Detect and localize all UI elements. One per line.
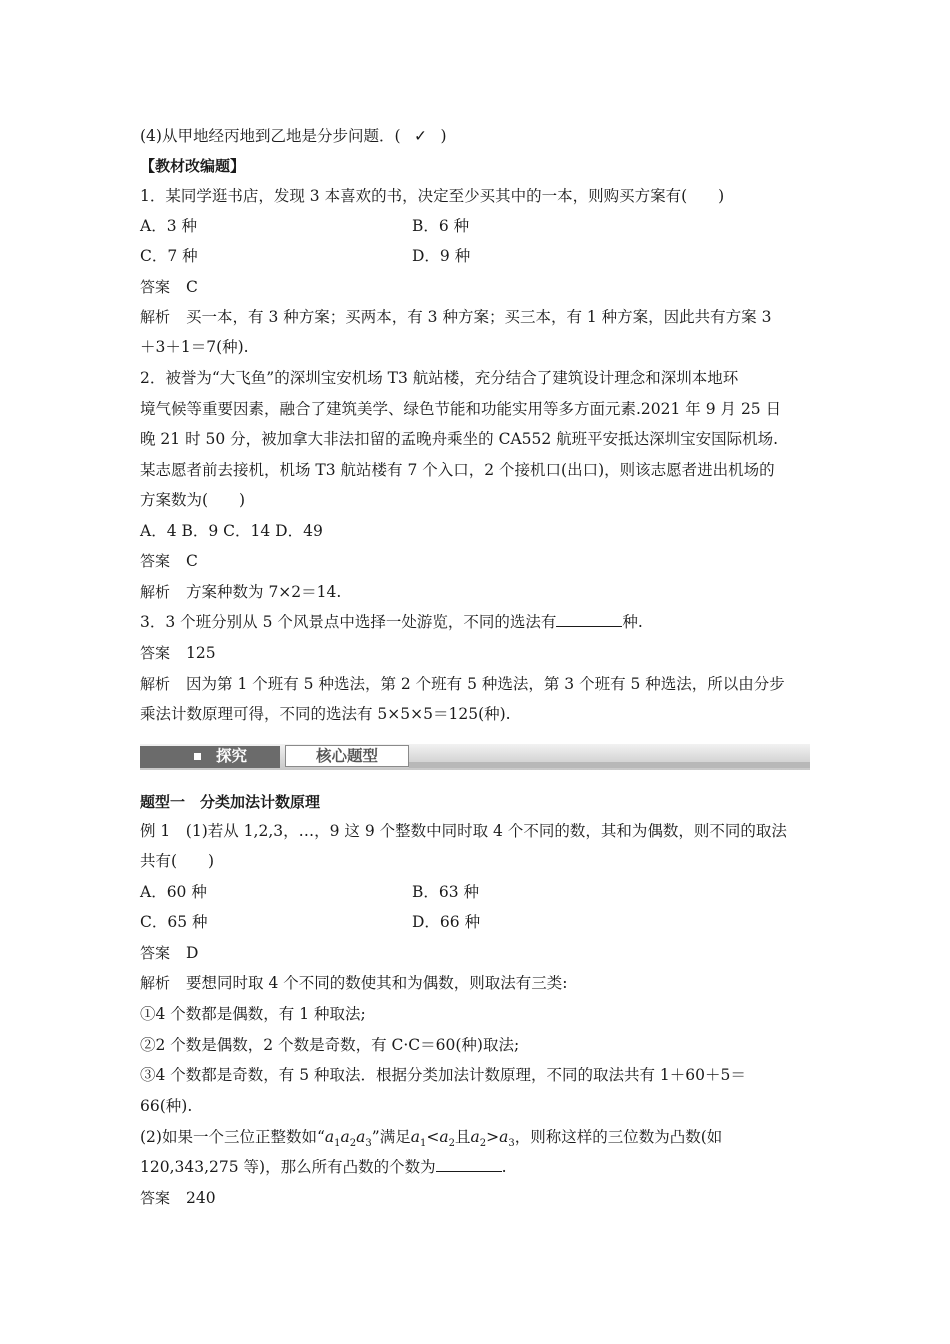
example-1-part-2-line-1 (140, 1126, 810, 1155)
question-1-analysis-cont: ＋3＋1＝7(种). (140, 338, 249, 356)
question-1-options-cd (140, 245, 810, 267)
math-var: a (356, 1128, 366, 1146)
example-1-options-cd (140, 911, 810, 933)
math-op: < (426, 1128, 440, 1146)
analysis-label: 解析 (140, 583, 171, 601)
math-sub: 3 (365, 1138, 372, 1150)
answer-label: 答案 (140, 1189, 171, 1207)
check-mark-icon: ✓ (414, 127, 428, 145)
analysis-text: 因为第 1 个班有 5 种选法，第 2 个班有 5 种选法，第 3 个班有 5 种选法，所以由分步 (186, 675, 785, 693)
math-var: a (470, 1128, 480, 1146)
answer-value: 125 (186, 644, 216, 662)
math-sub: 2 (349, 1138, 357, 1150)
question-1: 1．某同学逛书店，发现 3 本喜欢的书，决定至少买其中的一本，则购买方案有( ) (140, 187, 725, 205)
option-a: A．3 种 (140, 217, 197, 235)
answer-value: 240 (186, 1189, 216, 1207)
answer-value: C (186, 278, 198, 296)
text-segment: 120,343,275 等)，那么所有凸数的个数为 (140, 1158, 436, 1176)
question-3-analysis (140, 673, 810, 695)
example-1-part-2-answer (140, 1187, 810, 1209)
section-banner (140, 744, 810, 770)
judgement-text: (4)从甲地经丙地到乙地是分步问题．( (140, 127, 401, 145)
option-d: D．66 种 (412, 913, 481, 931)
example-1-step-3: ③4 个数都是奇数，有 5 种取法．根据分类加法计数原理，不同的取法共有 1＋60＋5＝ (140, 1066, 746, 1084)
question-2-analysis (140, 581, 810, 603)
question-2-line-3: 晚 21 时 50 分，被加拿大非法扣留的孟晚舟乘坐的 CA552 航班平安抵达深圳宝安国际机场. (140, 430, 779, 448)
analysis-label: 解析 (140, 675, 171, 693)
analysis-text: 要想同时取 4 个不同的数使其和为偶数，则取法有三类: (186, 974, 568, 992)
question-1-analysis (140, 306, 810, 328)
math-sub: 2 (448, 1138, 455, 1150)
text-segment: 且 (454, 1128, 471, 1146)
question-1-options-ab (140, 215, 810, 237)
analysis-text: 方案种数为 7×2＝14. (186, 583, 342, 601)
question-3-answer (140, 642, 810, 664)
option-c: C．7 种 (140, 247, 198, 265)
answer-label: 答案 (140, 278, 171, 296)
example-1-part-2-line-2 (140, 1156, 810, 1178)
math-var: a (410, 1128, 420, 1146)
question-2-answer (140, 550, 810, 572)
answer-label: 答案 (140, 944, 171, 962)
answer-value: D (186, 944, 199, 962)
example-1-step-3-cont: 66(种). (140, 1097, 193, 1115)
math-sub: 2 (479, 1138, 487, 1150)
question-2-line-4: 某志愿者前去接机，机场 T3 航站楼有 7 个入口，2 个接机口(出口)，则该志愿者进出机场的 (140, 461, 775, 479)
math-var: a (439, 1128, 449, 1146)
math-sub: 1 (334, 1138, 341, 1150)
example-1-line-2: 共有( ) (140, 852, 215, 870)
question-3-analysis-cont: 乘法计数原理可得，不同的选法有 5×5×5＝125(种). (140, 705, 511, 723)
section-heading-textbook: 【教材改编题】 (140, 157, 246, 175)
example-1-options-ab (140, 881, 810, 903)
option-b: B．6 种 (412, 217, 470, 235)
banner-title-explore: 探究 (216, 747, 248, 765)
example-1-step-2: ②2 个数是偶数，2 个数是奇数，有 C·C＝60(种)取法; (140, 1036, 520, 1054)
text-segment: . (501, 1158, 507, 1176)
banner-stripe (409, 762, 810, 768)
option-d: D．9 种 (412, 247, 471, 265)
answer-blank (436, 1156, 502, 1172)
answer-label: 答案 (140, 552, 171, 570)
banner-dark-block (140, 746, 280, 768)
option-a: A．60 种 (140, 883, 207, 901)
question-2-line-1: 2．被誉为“大飞鱼”的深圳宝安机场 T3 航站楼，充分结合了建筑设计理念和深圳本地环 (140, 369, 739, 387)
answer-value: C (186, 552, 198, 570)
example-1-line-1: 例 1 (1)若从 1,2,3，…，9 这 9 个整数中同时取 4 个不同的数，其和为偶数，则不同的取法 (140, 822, 787, 840)
question-3-suffix: 种. (622, 613, 643, 631)
math-var: a (340, 1128, 350, 1146)
answer-label: 答案 (140, 644, 171, 662)
answer-blank (556, 611, 622, 627)
text-segment: ，则称这样的三位数为凸数(如 (514, 1128, 723, 1146)
question-2-line-2: 境气候等重要因素，融合了建筑美学、绿色节能和功能实用等多方面元素.2021 年 9 月 25 日 (140, 400, 782, 418)
question-3 (140, 611, 810, 633)
type-1-heading: 题型一 分类加法计数原理 (140, 793, 321, 811)
question-2-line-5: 方案数为( ) (140, 491, 246, 509)
math-var: a (499, 1128, 509, 1146)
text-segment: ”满足 (371, 1128, 411, 1146)
question-2-options: A．4 B．9 C．14 D．49 (140, 522, 323, 540)
option-c: C．65 种 (140, 913, 208, 931)
example-1-step-1: ①4 个数都是偶数，有 1 种取法; (140, 1005, 366, 1023)
square-bullet-icon (194, 753, 201, 760)
analysis-label: 解析 (140, 974, 171, 992)
question-1-answer (140, 276, 810, 298)
question-3-text: 3．3 个班分别从 5 个风景点中选择一处游览，不同的选法有 (140, 613, 557, 631)
analysis-text: 买一本，有 3 种方案；买两本，有 3 种方案；买三本，有 1 种方案，因此共有方案 3 (186, 308, 772, 326)
example-1-analysis (140, 972, 810, 994)
math-sub: 3 (508, 1138, 515, 1150)
math-op: > (486, 1128, 500, 1146)
option-b: B．63 种 (412, 883, 480, 901)
example-1-answer (140, 942, 810, 964)
judgement-close: ) (440, 127, 447, 145)
analysis-label: 解析 (140, 308, 171, 326)
math-var: a (324, 1128, 335, 1146)
math-sub: 1 (419, 1138, 427, 1150)
text-segment: (2)如果一个三位正整数如“ (140, 1128, 325, 1146)
judgement-item-4 (140, 125, 810, 147)
banner-title-core-types: 核心题型 (315, 747, 378, 765)
